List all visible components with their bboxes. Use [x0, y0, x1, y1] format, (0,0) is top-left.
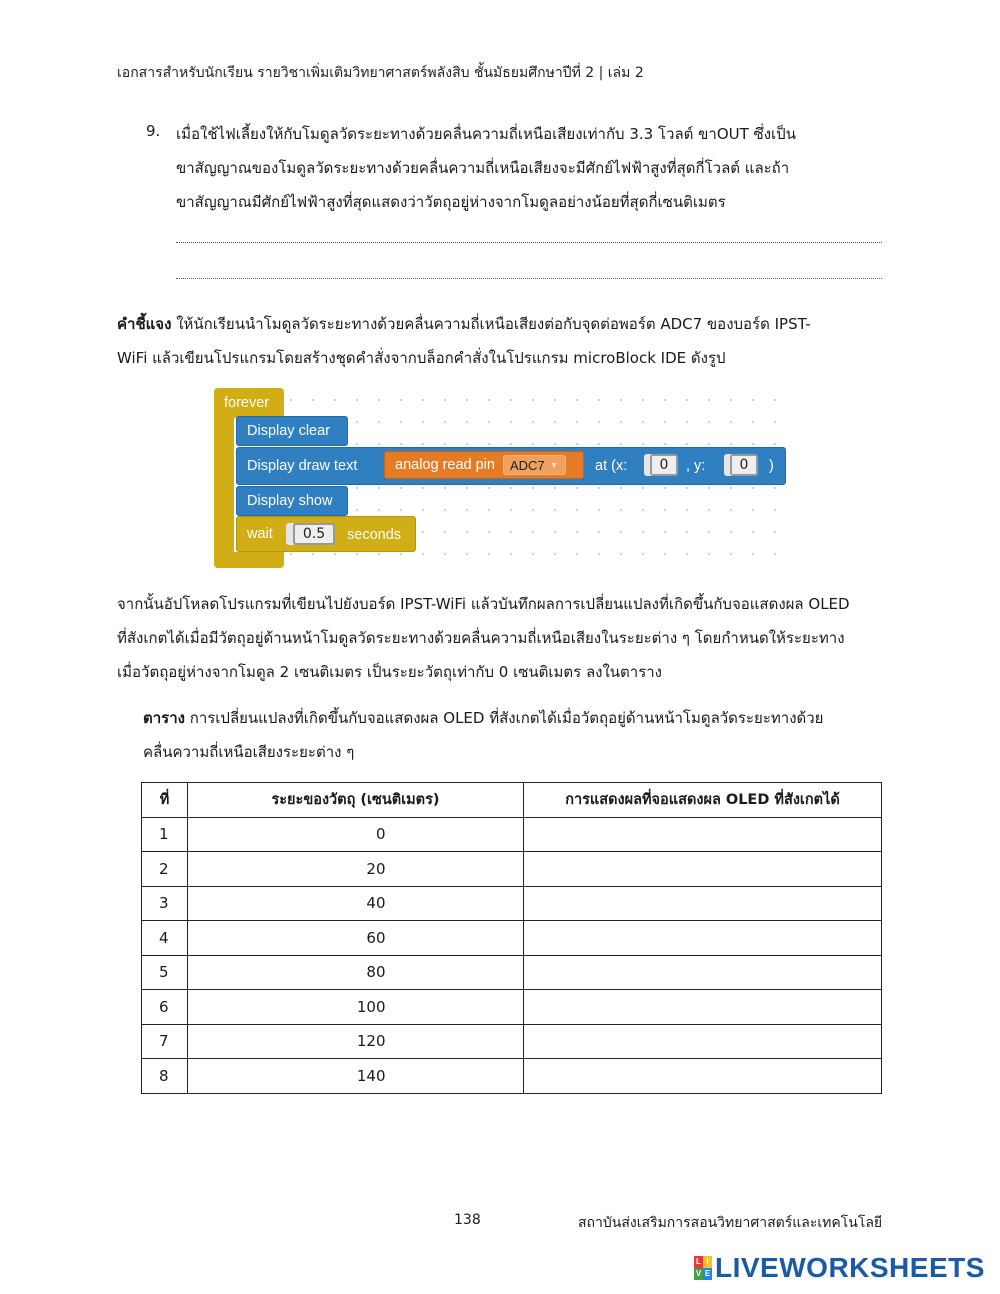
forever-block-bottom: [214, 552, 284, 568]
row-distance: [188, 955, 524, 990]
table-row: [142, 955, 882, 990]
row-index: 3: [142, 886, 188, 921]
x-value-input[interactable]: 0: [650, 454, 678, 476]
pin-value: ADC7: [509, 457, 545, 473]
wait-label: wait: [247, 526, 273, 542]
y-value-input[interactable]: 0: [730, 454, 758, 476]
header-distance: ระยะของวัตถุ (เซนติเมตร): [188, 783, 524, 818]
logo-letter: V: [695, 1269, 702, 1278]
analog-read-label: analog read pin: [395, 457, 495, 473]
table-row: [142, 886, 882, 921]
row-index: 7: [142, 1024, 188, 1059]
question-number: 9.: [146, 122, 161, 140]
row-observation-input[interactable]: [524, 921, 882, 956]
paragraph-line-2: ที่สังเกตได้เมื่อมีวัตถุอยู่ด้านหน้าโมดูลวัดระยะทางด้วยคลื่นความถี่เหนือเสียงในระยะต่าง ๆ โดยกำหนดให้ระยะทาง: [117, 629, 845, 647]
liveworksheets-brand[interactable]: [694, 1252, 985, 1284]
row-observation-input[interactable]: [524, 990, 882, 1025]
instruction-line-1: [117, 312, 811, 336]
results-table: [141, 782, 882, 1094]
distance-value: 60: [366, 928, 386, 947]
logo-letter: E: [704, 1269, 711, 1278]
row-index: 4: [142, 921, 188, 956]
brand-name: LIVEWORKSHEETS: [715, 1252, 985, 1283]
forever-label: forever: [224, 395, 270, 411]
instruction-text-1: ให้นักเรียนนำโมดูลวัดระยะทางด้วยคลื่นความถี่เหนือเสียงต่อกับจุดต่อพอร์ต ADC7 ของบอร์ด IPST-: [171, 315, 811, 333]
row-observation-input[interactable]: [524, 955, 882, 990]
row-observation-input[interactable]: [524, 886, 882, 921]
page-number: 138: [454, 1212, 481, 1228]
display-draw-text-label: Display draw text: [247, 458, 358, 474]
table-header-row: [142, 783, 882, 818]
distance-value: 100: [356, 997, 386, 1016]
wait-value-input[interactable]: 0.5: [293, 523, 335, 545]
pin-dropdown[interactable]: [503, 455, 566, 475]
paragraph-line-1: จากนั้นอัปโหลดโปรแกรมที่เขียนไปยังบอร์ด IPST-WiFi แล้วบันทึกผลการเปลี่ยนแปลงที่เกิดขึ้นกับจอแสดงผล OLED: [117, 595, 850, 613]
display-show-block: [236, 486, 348, 516]
close-paren: ): [769, 458, 774, 474]
row-observation-input[interactable]: [524, 1059, 882, 1094]
page-header: เอกสารสำหรับนักเรียน รายวิชาเพิ่มเติมวิทยาศาสตร์พลังสิบ ชั้นมัธยมศึกษาปีที่ 2 | เล่ม 2: [117, 65, 644, 81]
header-index: ที่: [142, 783, 188, 818]
y-label: , y:: [686, 458, 706, 474]
row-distance: [188, 921, 524, 956]
answer-line-1[interactable]: [176, 242, 882, 243]
table-row: [142, 817, 882, 852]
row-index: 5: [142, 955, 188, 990]
table-caption-line-1: [143, 706, 823, 730]
row-index: 1: [142, 817, 188, 852]
distance-value: 80: [366, 963, 386, 982]
display-clear-label: Display clear: [247, 423, 330, 439]
analog-read-block: [384, 451, 584, 479]
table-row: [142, 990, 882, 1025]
table-row: [142, 1024, 882, 1059]
logo-letter: L: [694, 1256, 703, 1268]
at-x-label: at (x:: [595, 458, 628, 474]
distance-value: 0: [375, 825, 386, 844]
row-distance: [188, 1059, 524, 1094]
table-caption-label: ตาราง: [143, 709, 185, 727]
row-distance: [188, 852, 524, 887]
table-row: [142, 852, 882, 887]
row-observation-input[interactable]: [524, 1024, 882, 1059]
paragraph-line-3: เมื่อวัตถุอยู่ห่างจากโมดูล 2 เซนติเมตร เป็นระยะวัตถุเท่ากับ 0 เซนติเมตร ลงในตาราง: [117, 663, 663, 681]
distance-value: 140: [356, 1066, 386, 1085]
distance-value: 20: [366, 859, 386, 878]
row-observation-input[interactable]: [524, 852, 882, 887]
display-show-label: Display show: [247, 493, 333, 509]
question-line-3: ขาสัญญาณมีศักย์ไฟฟ้าสูงที่สุดแสดงว่าวัตถุอยู่ห่างจากโมดูลอย่างน้อยที่สุดกี่เซนติเมตร: [176, 193, 726, 211]
logo-letter: I: [703, 1256, 712, 1268]
seconds-label: seconds: [347, 527, 402, 543]
forever-block: [214, 388, 284, 418]
dropdown-arrow-icon: ▼: [549, 460, 559, 470]
distance-value: 40: [366, 894, 386, 913]
instruction-line-2: WiFi แล้วเขียนโปรแกรมโดยสร้างชุดคำสั่งจากบล็อกคำสั่งในโปรแกรม microBlock IDE ดังรูป: [117, 349, 726, 367]
table-caption-text: การเปลี่ยนแปลงที่เกิดขึ้นกับจอแสดงผล OLED ที่สังเกตได้เมื่อวัตถุอยู่ด้านหน้าโมดูลวัดระยะทางด้วย: [184, 709, 824, 727]
row-index: 8: [142, 1059, 188, 1094]
display-clear-block: [236, 416, 348, 446]
table-row: [142, 1059, 882, 1094]
table-row: [142, 921, 882, 956]
question-line-2: ขาสัญญาณของโมดูลวัดระยะทางด้วยคลื่นความถี่เหนือเสียงจะมีศักย์ไฟฟ้าสูงที่สุดกี่โวลต์ และถ้า: [176, 159, 790, 177]
liveworksheets-logo-icon: [694, 1256, 712, 1280]
row-distance: [188, 990, 524, 1025]
answer-line-2[interactable]: [176, 278, 882, 279]
row-distance: [188, 817, 524, 852]
question-line-1: เมื่อใช้ไฟเลี้ยงให้กับโมดูลวัดระยะทางด้วยคลื่นความถี่เหนือเสียงเท่ากับ 3.3 โวลต์ ขาOUT ซึ่งเป็น: [176, 125, 796, 143]
row-index: 2: [142, 852, 188, 887]
table-caption-line-2: คลื่นความถี่เหนือเสียงระยะต่าง ๆ: [143, 743, 355, 761]
footer-organization: สถาบันส่งเสริมการสอนวิทยาศาสตร์และเทคโนโลยี: [578, 1215, 883, 1231]
header-observation: การแสดงผลที่จอแสดงผล OLED ที่สังเกตได้: [524, 783, 882, 818]
distance-value: 120: [356, 1032, 386, 1051]
forever-block-arm: [214, 416, 234, 564]
row-distance: [188, 886, 524, 921]
row-observation-input[interactable]: [524, 817, 882, 852]
row-index: 6: [142, 990, 188, 1025]
instruction-label: คำชี้แจง: [117, 315, 172, 333]
row-distance: [188, 1024, 524, 1059]
